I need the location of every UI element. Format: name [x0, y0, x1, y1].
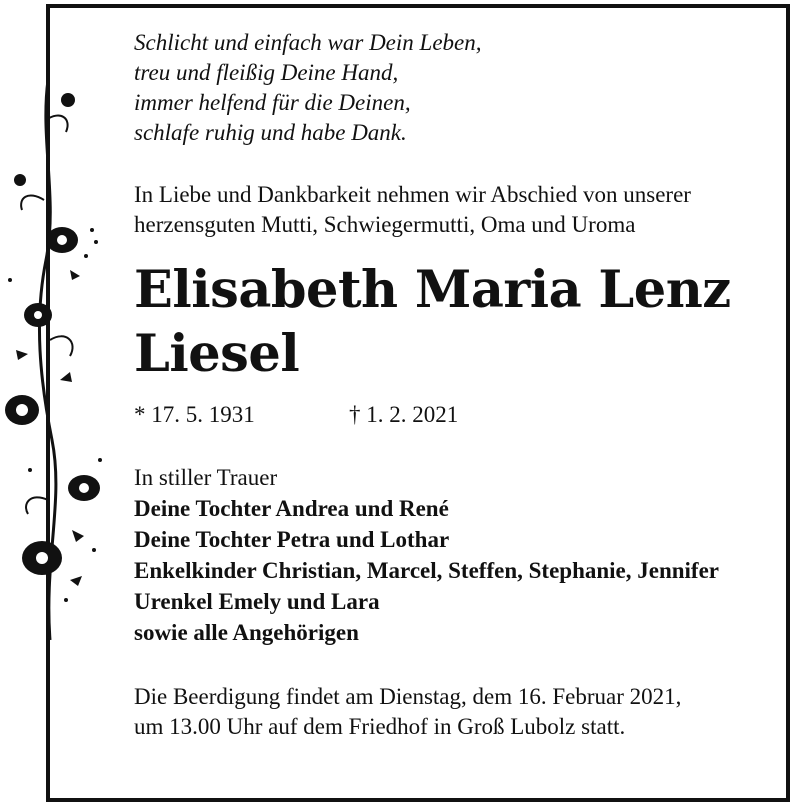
mourner-line: Enkelkinder Christian, Marcel, Steffen, Stephanie, Jennifer — [134, 558, 720, 583]
memorial-poem — [134, 28, 784, 148]
funeral-line: Die Beerdigung findet am Dienstag, dem 16. Februar 2021, — [134, 684, 682, 709]
deceased-name — [134, 258, 784, 386]
mourner-line: Urenkel Emely und Lara — [134, 589, 380, 614]
life-dates — [134, 400, 784, 430]
rose-vine-ornament — [0, 80, 110, 640]
poem-line: treu und fleißig Deine Hand, — [134, 60, 399, 85]
intro-line: In Liebe und Dankbarkeit nehmen wir Abschied von unserer — [134, 182, 691, 207]
obituary-content — [134, 28, 784, 742]
mourners-list — [134, 462, 784, 648]
funeral-info — [134, 682, 784, 742]
funeral-line: um 13.00 Uhr auf dem Friedhof in Groß Lubolz statt. — [134, 714, 626, 739]
poem-line: schlafe ruhig und habe Dank. — [134, 120, 407, 145]
mourner-line: Deine Tochter Petra und Lothar — [134, 527, 450, 552]
nickname: Liesel — [134, 324, 300, 384]
death-date: † 1. 2. 2021 — [349, 402, 459, 427]
mourner-line: sowie alle Angehörigen — [134, 620, 359, 645]
full-name: Elisabeth Maria Lenz — [134, 260, 731, 320]
mourner-line: Deine Tochter Andrea und René — [134, 496, 449, 521]
intro-text — [134, 180, 784, 240]
mourning-lead: In stiller Trauer — [134, 465, 278, 490]
intro-line: herzensguten Mutti, Schwiegermutti, Oma und Uroma — [134, 212, 636, 237]
poem-line: Schlicht und einfach war Dein Leben, — [134, 30, 482, 55]
poem-line: immer helfend für die Deinen, — [134, 90, 411, 115]
birth-date: * 17. 5. 1931 — [134, 402, 255, 427]
